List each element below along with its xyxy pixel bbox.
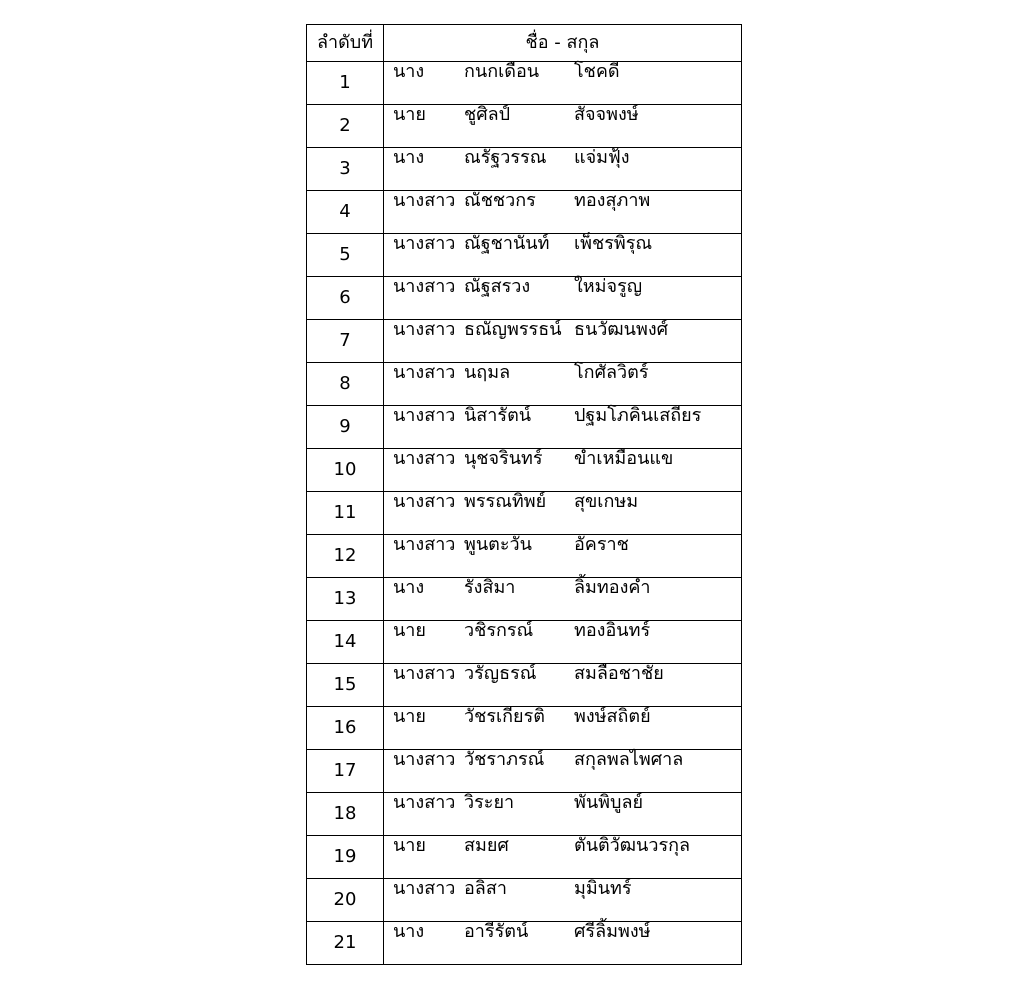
name-prefix: นาง bbox=[393, 921, 425, 942]
row-full-name bbox=[384, 621, 742, 664]
full-name-line bbox=[384, 105, 741, 125]
full-name-line bbox=[384, 363, 741, 383]
row-full-name bbox=[384, 535, 742, 578]
full-name-line bbox=[384, 234, 741, 254]
full-name-line bbox=[384, 664, 741, 684]
full-name-line bbox=[384, 191, 741, 211]
name-prefix: นาย bbox=[393, 835, 426, 856]
row-number: 15 bbox=[307, 664, 384, 707]
last-name: ใหม่จรูญ bbox=[574, 276, 643, 297]
first-name: ณัฐชานันท์ bbox=[464, 233, 550, 254]
row-number: 7 bbox=[307, 320, 384, 363]
full-name-line bbox=[384, 492, 741, 512]
last-name: สมลือชาชัย bbox=[574, 663, 664, 684]
name-prefix: นาง bbox=[393, 147, 425, 168]
last-name: แจ่มฟุ้ง bbox=[574, 147, 630, 168]
full-name-line bbox=[384, 836, 741, 856]
row-number: 17 bbox=[307, 750, 384, 793]
full-name-line bbox=[384, 707, 741, 727]
name-prefix: นางสาว bbox=[393, 534, 456, 555]
name-prefix: นาย bbox=[393, 104, 426, 125]
table-row bbox=[307, 105, 742, 148]
first-name: วัชราภรณ์ bbox=[464, 749, 545, 770]
last-name: อัคราช bbox=[574, 534, 629, 555]
table-row bbox=[307, 234, 742, 277]
last-name: ศรีลิ้มพงษ์ bbox=[574, 921, 651, 942]
full-name-line bbox=[384, 879, 741, 899]
row-full-name bbox=[384, 406, 742, 449]
row-number: 8 bbox=[307, 363, 384, 406]
first-name: ธณัญพรรธน์ bbox=[464, 319, 562, 340]
table-row bbox=[307, 62, 742, 105]
last-name: สัจจพงษ์ bbox=[574, 104, 639, 125]
full-name-line bbox=[384, 793, 741, 813]
name-prefix: นางสาว bbox=[393, 405, 456, 426]
row-number: 18 bbox=[307, 793, 384, 836]
last-name: ทองสุภาพ bbox=[574, 190, 651, 211]
row-full-name bbox=[384, 793, 742, 836]
table-row bbox=[307, 836, 742, 879]
table-row bbox=[307, 191, 742, 234]
row-number: 3 bbox=[307, 148, 384, 191]
table-body bbox=[307, 62, 742, 965]
first-name: วชิรกรณ์ bbox=[464, 620, 534, 641]
full-name-line bbox=[384, 578, 741, 598]
row-number: 2 bbox=[307, 105, 384, 148]
last-name: สุขเกษม bbox=[574, 491, 639, 512]
row-full-name bbox=[384, 879, 742, 922]
row-full-name bbox=[384, 62, 742, 105]
row-number: 4 bbox=[307, 191, 384, 234]
name-prefix: นางสาว bbox=[393, 190, 456, 211]
last-name: โชคดี bbox=[574, 61, 620, 82]
name-prefix: นางสาว bbox=[393, 749, 456, 770]
table-row bbox=[307, 277, 742, 320]
last-name: โกศัลวิตร์ bbox=[574, 362, 649, 383]
name-prefix: นางสาว bbox=[393, 792, 456, 813]
first-name: ณัฐสรวง bbox=[464, 276, 531, 297]
first-name: นุชจรินทร์ bbox=[464, 448, 543, 469]
row-full-name bbox=[384, 492, 742, 535]
name-prefix: นาย bbox=[393, 706, 426, 727]
table-row bbox=[307, 406, 742, 449]
name-prefix: นาย bbox=[393, 620, 426, 641]
full-name-line bbox=[384, 922, 741, 942]
row-full-name bbox=[384, 148, 742, 191]
row-full-name bbox=[384, 277, 742, 320]
row-number: 13 bbox=[307, 578, 384, 621]
table-row bbox=[307, 750, 742, 793]
first-name: สมยศ bbox=[464, 835, 509, 856]
full-name-line bbox=[384, 148, 741, 168]
full-name-line bbox=[384, 535, 741, 555]
row-number: 20 bbox=[307, 879, 384, 922]
first-name: ชูศิลป์ bbox=[464, 104, 511, 125]
row-number: 10 bbox=[307, 449, 384, 492]
last-name: ตันติวัฒนวรกุล bbox=[574, 835, 691, 856]
table-row bbox=[307, 707, 742, 750]
name-prefix: นางสาว bbox=[393, 878, 456, 899]
name-list-table bbox=[306, 24, 742, 965]
full-name-line bbox=[384, 62, 741, 82]
row-full-name bbox=[384, 363, 742, 406]
row-full-name bbox=[384, 191, 742, 234]
first-name: พรรณทิพย์ bbox=[464, 491, 547, 512]
last-name: ทองอินทร์ bbox=[574, 620, 651, 641]
table-row bbox=[307, 879, 742, 922]
row-full-name bbox=[384, 922, 742, 965]
table-row bbox=[307, 148, 742, 191]
table-row bbox=[307, 449, 742, 492]
table-header-row bbox=[307, 25, 742, 62]
table-row bbox=[307, 363, 742, 406]
row-full-name bbox=[384, 750, 742, 793]
row-number: 9 bbox=[307, 406, 384, 449]
full-name-line bbox=[384, 406, 741, 426]
first-name: ณรัฐวรรณ bbox=[464, 147, 547, 168]
row-number: 12 bbox=[307, 535, 384, 578]
name-prefix: นางสาว bbox=[393, 276, 456, 297]
first-name: กนกเดือน bbox=[464, 61, 540, 82]
full-name-line bbox=[384, 621, 741, 641]
first-name: วรัญธรณ์ bbox=[464, 663, 537, 684]
full-name-line bbox=[384, 449, 741, 469]
first-name: รังสิมา bbox=[464, 577, 516, 598]
first-name: นฤมล bbox=[464, 362, 511, 383]
first-name: อารีรัตน์ bbox=[464, 921, 529, 942]
table-row bbox=[307, 621, 742, 664]
last-name: ปฐมโภคินเสถียร bbox=[574, 405, 702, 426]
first-name: อลิสา bbox=[464, 878, 507, 899]
row-full-name bbox=[384, 664, 742, 707]
first-name: วิระยา bbox=[464, 792, 515, 813]
row-full-name bbox=[384, 449, 742, 492]
row-number: 6 bbox=[307, 277, 384, 320]
name-prefix: นางสาว bbox=[393, 491, 456, 512]
row-full-name bbox=[384, 578, 742, 621]
last-name: ธนวัฒนพงศ์ bbox=[574, 319, 669, 340]
first-name: ณัชชวกร bbox=[464, 190, 536, 211]
header-full-name: ชื่อ - สกุล bbox=[384, 25, 742, 62]
last-name: ขำเหมือนแข bbox=[574, 448, 674, 469]
name-prefix: นางสาว bbox=[393, 319, 456, 340]
name-prefix: นาง bbox=[393, 577, 425, 598]
last-name: ลิ้มทองคำ bbox=[574, 577, 651, 598]
table-row bbox=[307, 535, 742, 578]
row-number: 14 bbox=[307, 621, 384, 664]
table-row bbox=[307, 492, 742, 535]
row-number: 19 bbox=[307, 836, 384, 879]
row-full-name bbox=[384, 320, 742, 363]
last-name: พันพิบูลย์ bbox=[574, 792, 644, 813]
last-name: สกุลพลไพศาล bbox=[574, 749, 684, 770]
row-number: 16 bbox=[307, 707, 384, 750]
full-name-line bbox=[384, 277, 741, 297]
name-prefix: นางสาว bbox=[393, 233, 456, 254]
full-name-line bbox=[384, 750, 741, 770]
name-prefix: นางสาว bbox=[393, 448, 456, 469]
row-number: 21 bbox=[307, 922, 384, 965]
row-full-name bbox=[384, 836, 742, 879]
header-number: ลำดับที่ bbox=[307, 25, 384, 62]
name-prefix: นางสาว bbox=[393, 663, 456, 684]
last-name: พงษ์สถิตย์ bbox=[574, 706, 651, 727]
row-number: 11 bbox=[307, 492, 384, 535]
first-name: พูนตะวัน bbox=[464, 534, 532, 555]
first-name: นิสารัตน์ bbox=[464, 405, 532, 426]
row-number: 1 bbox=[307, 62, 384, 105]
full-name-line bbox=[384, 320, 741, 340]
table-row bbox=[307, 664, 742, 707]
row-full-name bbox=[384, 707, 742, 750]
row-number: 5 bbox=[307, 234, 384, 277]
name-prefix: นางสาว bbox=[393, 362, 456, 383]
row-full-name bbox=[384, 105, 742, 148]
row-full-name bbox=[384, 234, 742, 277]
first-name: วัชรเกียรติ bbox=[464, 706, 545, 727]
name-prefix: นาง bbox=[393, 61, 425, 82]
last-name: มุมินทร์ bbox=[574, 878, 632, 899]
table-row bbox=[307, 320, 742, 363]
table-row bbox=[307, 578, 742, 621]
table-row bbox=[307, 793, 742, 836]
table-row bbox=[307, 922, 742, 965]
last-name: เพ็ชรพิรุณ bbox=[574, 233, 653, 254]
